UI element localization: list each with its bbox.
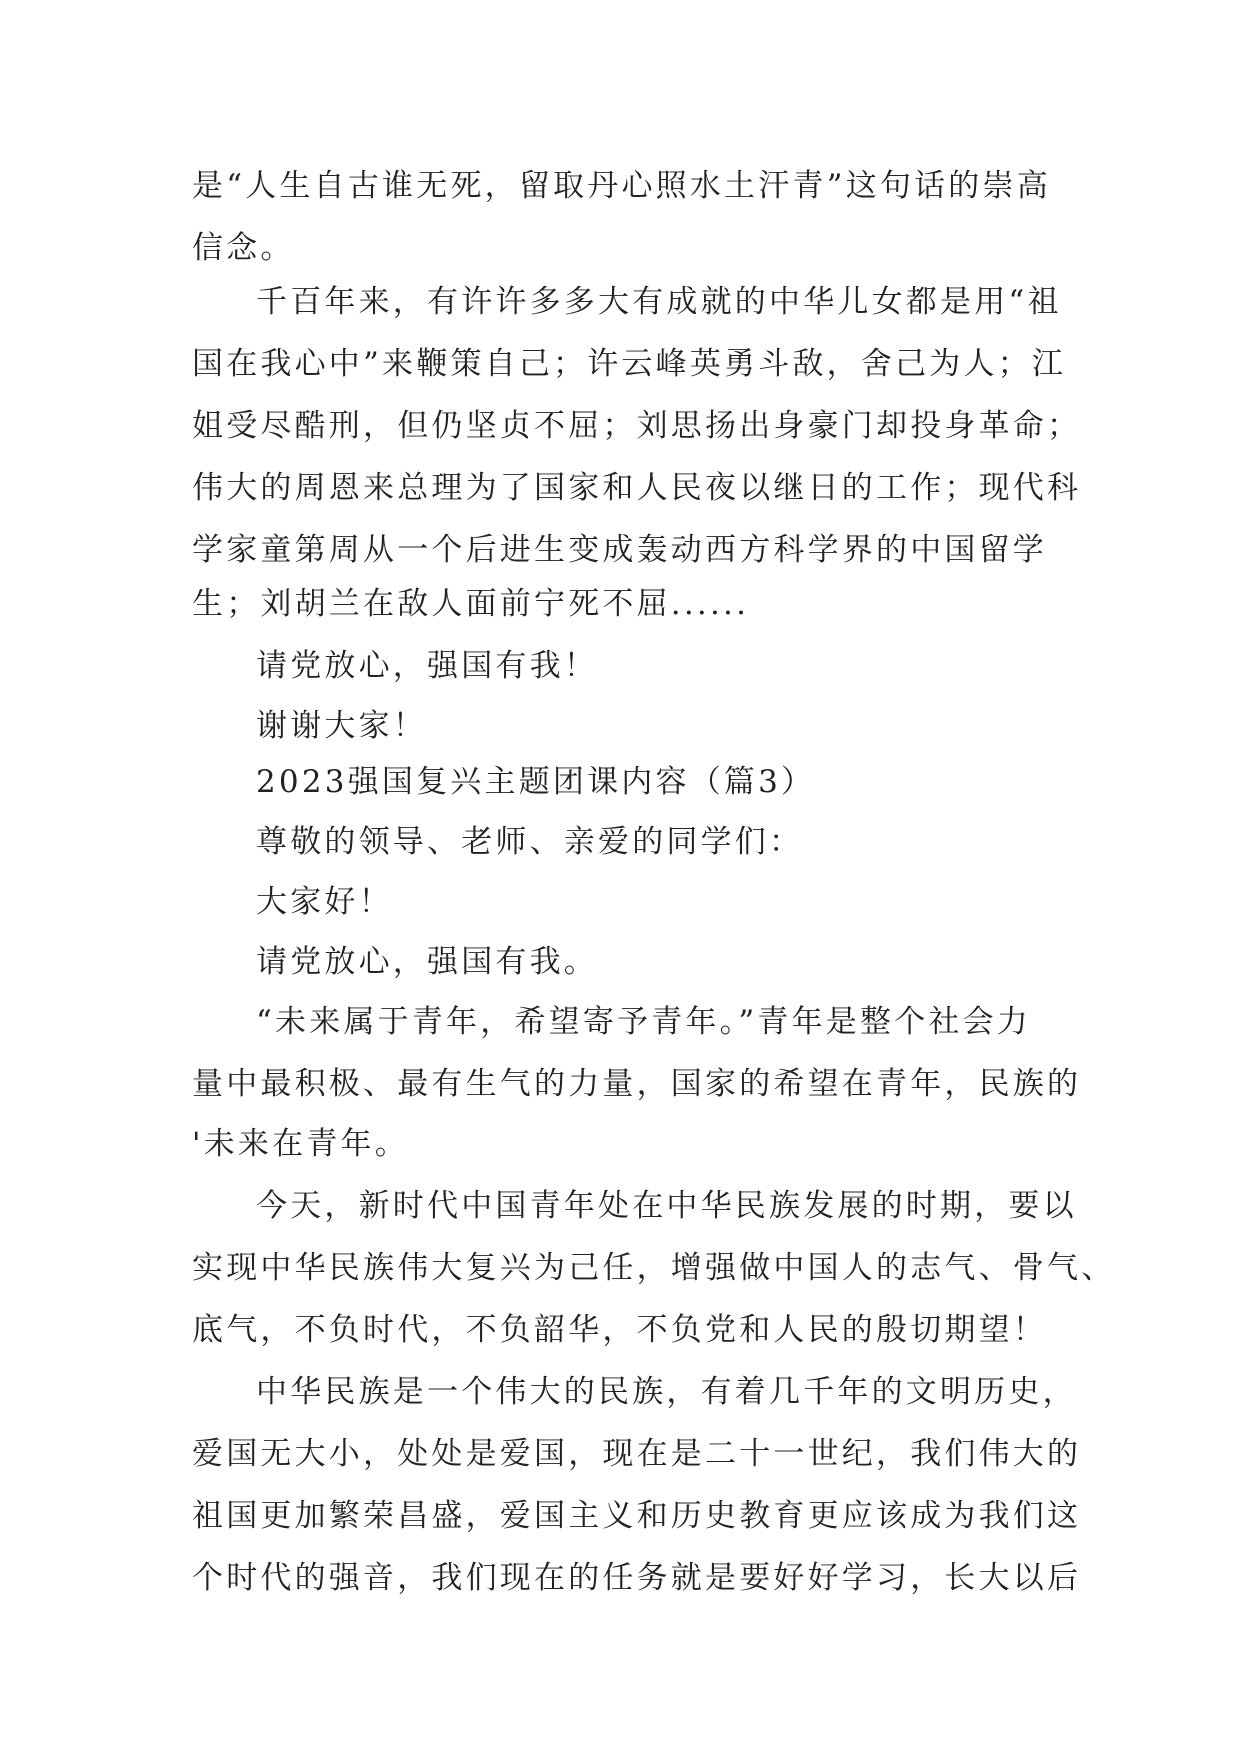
paragraph-start-line: 谢谢大家！ <box>256 708 427 744</box>
text-line: 量中最积极、最有生气的力量，国家的希望在青年，民族的 <box>192 1066 1082 1102</box>
text-line: 学家童第周从一个后进生变成轰动西方科学界的中国留学 <box>192 532 1047 568</box>
text-line: 伟大的周恩来总理为了国家和人民夜以继日的工作；现代科 <box>192 470 1082 506</box>
text-line: 是“人生自古谁无死，留取丹心照水土汗青”这句话的崇高 <box>192 168 1051 204</box>
text-line: 底气，不负时代，不负韶华，不负党和人民的殷切期望！ <box>192 1312 1047 1348</box>
section-heading: 2023强国复兴主题团课内容（篇3） <box>256 764 816 800</box>
paragraph-start-line: “未来属于青年，希望寄予青年。”青年是整个社会力 <box>256 1004 1031 1040</box>
paragraph-start-line: 今天，新时代中国青年处在中华民族发展的时期，要以 <box>256 1188 1077 1224</box>
text-line: 祖国更加繁荣昌盛，爱国主义和历史教育更应该成为我们这 <box>192 1498 1082 1534</box>
text-line: 爱国无大小，处处是爱国，现在是二十一世纪，我们伟大的 <box>192 1436 1082 1472</box>
paragraph-start-line: 千百年来，有许许多多大有成就的中华儿女都是用“祖 <box>256 284 1062 320</box>
paragraph-start-line: 请党放心，强国有我。 <box>256 944 598 980</box>
text-line: 个时代的强音，我们现在的任务就是要好好学习，长大以后 <box>192 1560 1082 1596</box>
text-line: '未来在青年。 <box>192 1126 409 1162</box>
text-line: 姐受尽酷刑，但仍坚贞不屈；刘思扬出身豪门却投身革命； <box>192 408 1082 444</box>
greeting-line: 大家好！ <box>256 884 393 920</box>
text-line: 实现中华民族伟大复兴为己任，增强做中国人的志气、骨气、 <box>192 1250 1116 1286</box>
text-line: 生；刘胡兰在敌人面前宁死不屈...... <box>192 586 750 622</box>
paragraph-start-line: 中华民族是一个伟大的民族，有着几千年的文明历史， <box>256 1374 1077 1410</box>
paragraph-start-line: 请党放心，强国有我！ <box>256 648 598 684</box>
text-line: 国在我心中”来鞭策自己；许云峰英勇斗敌，舍己为人；江 <box>192 346 1067 382</box>
salutation-line: 尊敬的领导、老师、亲爱的同学们： <box>256 824 804 860</box>
text-line: 信念。 <box>192 230 295 266</box>
